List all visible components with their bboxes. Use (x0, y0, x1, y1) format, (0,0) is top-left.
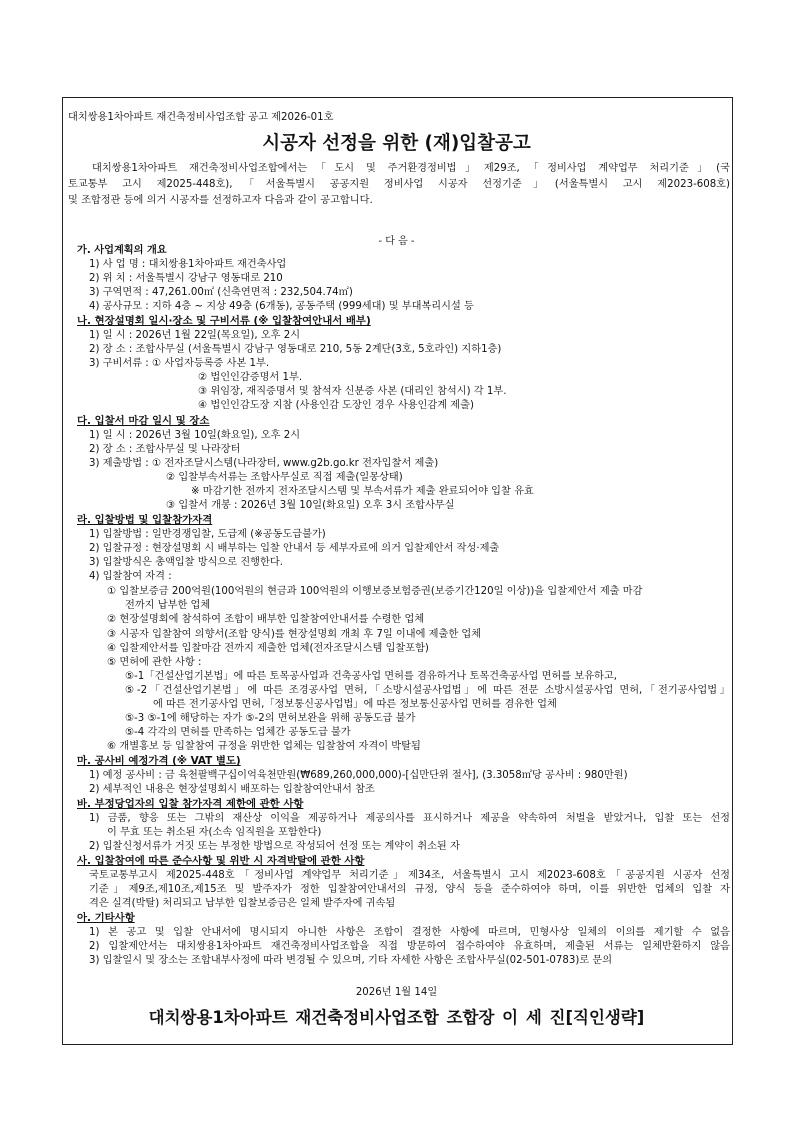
list-item: ⑤-2「건설산업기본법」에 따른 조경공사업 면허,「소방시설공사업법」에 따른 전문 소방시설공사업 면허,「전기공사업법」 (125, 685, 730, 696)
intro-line-2: 토교통부 고시 제2025-448호),「서울특별시 공공지원 정비사업 시공자 선정기준」(서울특별시 고시 제2023-608호) (68, 179, 730, 190)
paragraph-line: 기준」제9조,제10조,제15조 및 발주자가 정한 입찰참여안내서의 규정, 양식 등을 준수하여야 하며, 이를 위반한 업체의 입찰 자 (89, 884, 730, 895)
list-item: ※ 마감기한 전까지 전자조달시스템 및 부속서류가 제출 완료되어야 입찰 유효 (191, 486, 534, 497)
section-heading-na: 나. 현장설명회 일시·장소 및 구비서류 (※ 입찰참여안내서 배부) (77, 315, 371, 327)
list-item: 3) 구역면적 : 47,261.00㎡ (신축연면적 : 232,504.74㎡) (89, 287, 353, 298)
list-item: 1) 입찰방법 : 일반경쟁입찰, 도급제 (※공동도급불가) (89, 529, 326, 540)
list-item: ④ 법인인감도장 지참 (사용인감 도장인 경우 사용인감계 제출) (198, 400, 474, 411)
list-item: 에 따른 전기공사업 면허,「정보통신공사업법」에 따른 정보통신공사업 면허를 겸유한 업체 (153, 699, 557, 710)
divider-label: - 다 음 - (378, 236, 415, 247)
list-item: ⑥ 개별홍보 등 입찰참여 규정을 위반한 업체는 입찰참여 자격이 박탈됨 (107, 741, 421, 752)
section-heading-ga: 가. 사업계획의 개요 (77, 245, 167, 256)
list-item: 2) 입찰규정 : 현장설명회 시 배부하는 입찰 안내서 등 세부자료에 의거 입찰제안서 작성·제출 (89, 543, 500, 554)
list-item: 1) 일 시 : 2026년 3월 10일(화요일), 오후 2시 (89, 430, 301, 441)
list-item: ⑤-3 ⑤-1에 해당하는 자가 ⑤-2의 면허보완을 위해 공동도급 불가 (125, 713, 416, 724)
section-heading-ma: 마. 공사비 예정가격 (※ VAT 별도) (77, 755, 241, 767)
list-item: ⑤-1「건설산업기본법」에 따른 토목공사업과 건축공사업 면허를 겸유하거나 토목건축공사업 면허를 보유하고, (125, 671, 617, 682)
list-item: 3) 입찰일시 및 장소는 조합내부사정에 따라 변경될 수 있으며, 기타 자세한 사항은 조합사무실(02-501-0783)로 문의 (89, 955, 613, 966)
list-item: 1) 사 업 명 : 대치쌍용1차아파트 재건축사업 (89, 259, 287, 270)
list-item: 2) 입찰제안서는 대치쌍용1차아파트 재건축정비사업조합을 직접 방문하여 접수하여야 유효하며, 제출된 서류는 일체반환하지 않음 (89, 941, 730, 952)
list-item: 2) 위 치 : 서울특별시 강남구 영동대로 210 (89, 273, 283, 284)
notice-number: 대치쌍용1차아파트 재건축정비사업조합 공고 제2026-01호 (68, 112, 334, 123)
list-item: 2) 세부적인 내용은 현장설명회시 배포하는 입찰참여안내서 참조 (89, 784, 375, 795)
list-item: 1) 본 공고 및 입찰 안내서에 명시되지 아니한 사항은 조합이 결정한 사항에 따르며, 민형사상 일체의 이의를 제기할 수 없음 (89, 927, 730, 938)
signature-line: 대치쌍용1차아파트 재건축정비사업조합 조합장 이 세 진[직인생략] (148, 1008, 645, 1027)
notice-date: 2026년 1월 14일 (355, 987, 438, 998)
section-heading-a: 아. 기타사항 (77, 912, 135, 924)
list-item: 이 무효 또는 취소된 자(소속 임직원을 포함한다) (107, 827, 322, 838)
intro-line-3: 및 조합정관 등에 의거 시공자를 선정하고자 다음과 같이 공고합니다. (68, 195, 373, 206)
list-item: 3) 제출방법 : ① 전자조달시스템(나라장터, www.g2b.go.kr 전자입찰서 제출) (89, 458, 439, 469)
list-item: 1) 금품, 향응 또는 그밖의 재산상 이익을 제공하거나 제공의사를 표시하거나 제공을 약속하여 처벌을 받았거나, 입찰 또는 선정 (89, 813, 730, 824)
list-item: ③ 입찰서 개봉 : 2026년 3월 10일(화요일) 오후 3시 조합사무실 (166, 500, 455, 511)
section-heading-ra: 라. 입찰방법 및 입찰참가자격 (77, 514, 213, 526)
list-item: 전까지 납부한 업체 (125, 600, 211, 611)
list-item: ② 현장설명회에 참석하여 조합이 배부한 입찰참여안내서를 수령한 업체 (107, 614, 425, 625)
paragraph-line: 국토교통부고시 제2025-448호「정비사업 계약업무 처리기준」제34조, 서울특별시 고시 제2023-608호「공공지원 시공자 선정 (89, 870, 730, 881)
section-heading-sa: 사. 입찰참여에 따른 준수사항 및 위반 시 자격박탈에 관한 사항 (77, 855, 365, 867)
intro-line-1: 대치쌍용1차아파트 재건축정비사업조합에서는「도시 및 주거환경정비법」제29조,「정비사업 계약업무 처리기준」(국 (92, 163, 730, 174)
list-item: 1) 예정 공사비 : 금 육천팔백구십이억육천만원(₩689,260,000,000)-[십만단위 절사], (3.3058㎡당 공사비 : 980만원) (89, 770, 628, 781)
list-item: ④ 입찰제안서를 입찰마감 전까지 제출한 업체(전자조달시스템 입찰포함) (107, 643, 429, 654)
list-item: ③ 위임장, 재직증명서 및 참석자 신분증 사본 (대리인 참석시) 각 1부. (198, 386, 507, 397)
list-item: ② 법인인감증명서 1부. (198, 372, 303, 383)
list-item: 3) 구비서류 : ① 사업자등록증 사본 1부. (89, 358, 270, 369)
list-item: 4) 공사규모 : 지하 4층 ~ 지상 49층 (6개동), 공동주택 (999세대) 및 부대복리시설 등 (89, 301, 474, 312)
list-item: 2) 장 소 : 조합사무실 (서울특별시 강남구 영동대로 210, 5동 2계단(3호, 5호라인) 지하1층) (89, 344, 502, 355)
paragraph-line: 격은 실격(박탈) 처리되고 납부한 입찰보증금은 일체 발주자에 귀속됨 (89, 898, 396, 909)
list-item: 3) 입찰방식은 총액입찰 방식으로 진행한다. (89, 557, 283, 568)
list-item: ① 입찰보증금 200억원(100억원의 현금과 100억원의 이행보증보험증권(보증기간120일 이상))을 입찰제안서 제출 마감 (107, 586, 643, 597)
list-item: 4) 입찰참여 자격 : (89, 571, 172, 582)
section-heading-da: 다. 입찰서 마감 일시 및 장소 (77, 415, 210, 427)
notice-title: 시공자 선정을 위한 (재)입찰공고 (262, 133, 531, 154)
list-item: 2) 입찰신청서류가 거짓 또는 부정한 방법으로 작성되어 선정 또는 계약이 취소된 자 (89, 841, 460, 852)
list-item: 2) 장 소 : 조합사무실 및 나라장터 (89, 444, 241, 455)
list-item: ⑤-4 각각의 면허를 만족하는 업체간 공동도급 불가 (125, 727, 351, 738)
section-heading-ba: 바. 부정당업자의 입찰 참가자격 제한에 관한 사항 (77, 798, 304, 810)
list-item: ③ 시공자 입찰참여 의향서(조합 양식)를 현장설명회 개최 후 7일 이내에 제출한 업체 (107, 629, 482, 640)
list-item: ② 입찰부속서류는 조합사무실로 직접 제출(일몽상태) (166, 472, 403, 483)
list-item: 1) 일 시 : 2026년 1월 22일(목요일), 오후 2시 (89, 330, 301, 341)
list-item: ⑤ 면허에 관한 사항 : (107, 657, 202, 668)
